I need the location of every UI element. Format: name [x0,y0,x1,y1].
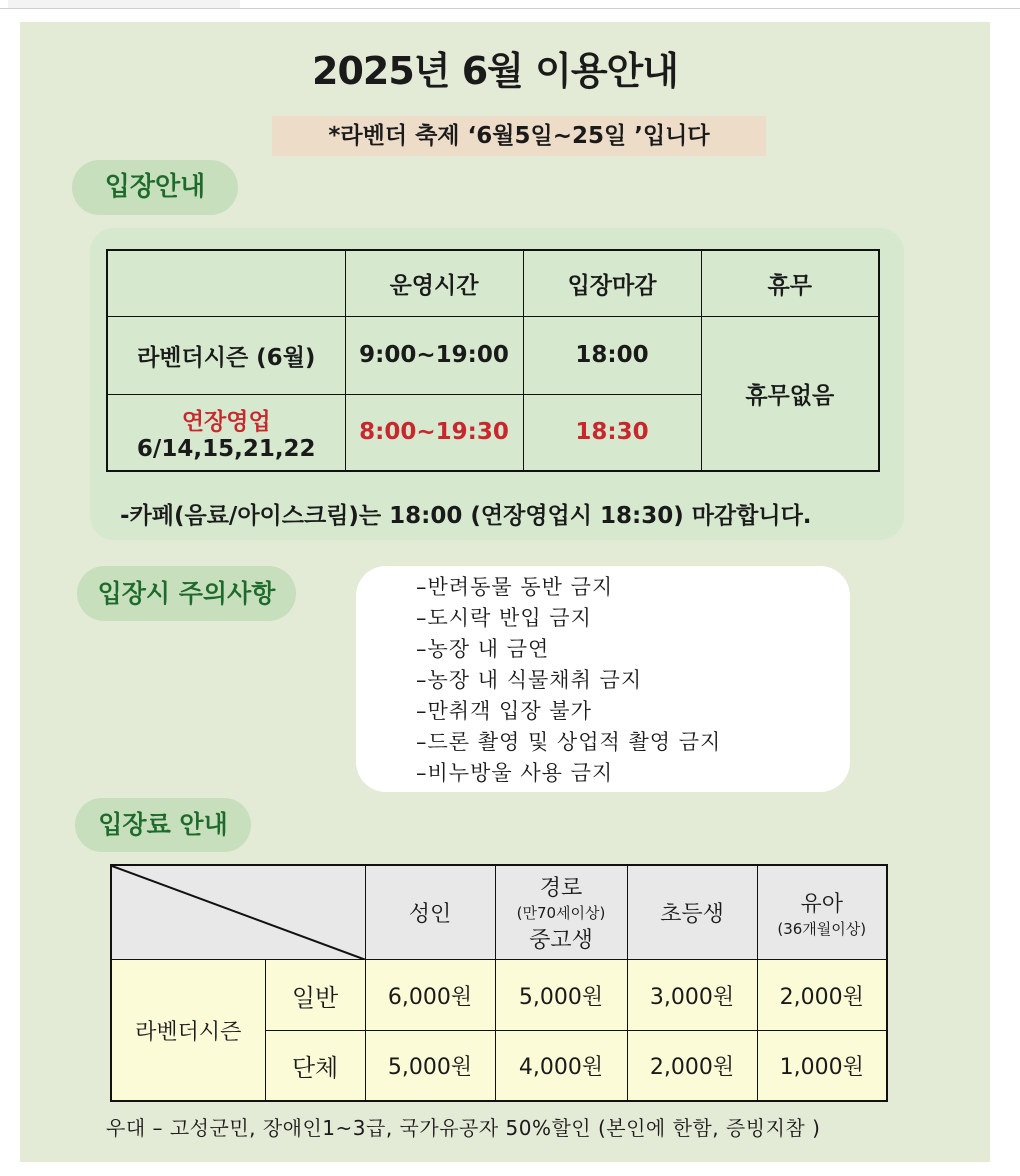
fee-header-diagonal [111,865,365,960]
page-title: 2025년 6월 이용안내 [312,49,678,93]
fee-header-infant [757,865,887,960]
festival-notice: *라벤더 축제 ‘6월5일~25일 ’입니다 [272,116,766,156]
hours-row-season-label: 라벤더시즌 (6월) [107,316,345,394]
section-fee-label: 입장료 안내 [75,798,251,852]
browser-top-bar [0,0,1020,9]
hours-row-season-hours: 9:00~19:00 [345,316,523,394]
diagonal-line [112,866,366,960]
hours-header-empty [107,250,345,316]
rule-item: –비누방울 사용 금지 [416,761,614,785]
fee-general-label: 일반 [265,960,365,1031]
teen-label: 중고생 [529,928,593,954]
rules-box [356,566,850,792]
rules-list [416,572,721,789]
rule-item: –드론 촬영 및 상업적 촬영 금지 [416,730,722,754]
hours-table [106,249,880,472]
rule-item: –반려동물 동반 금지 [416,575,614,599]
fee-general-infant: 2,000원 [757,960,887,1031]
hours-header-operating: 운영시간 [345,250,523,316]
fee-group-senior: 4,000원 [495,1030,627,1101]
hours-row-extended-close: 18:30 [523,394,701,471]
extended-dates: 6/14,15,21,22 [136,435,316,462]
fee-season-label: 라벤더시즌 [111,960,265,1101]
rule-item: –만취객 입장 불가 [416,699,592,723]
cafe-note: -카페(음료/아이스크림)는 18:00 (연장영업시 18:30) 마감합니다. [120,503,812,529]
discount-note: 우대 – 고성군민, 장애인1~3급, 국가유공자 50%할인 (본인에 한함, 증빙지참 ) [106,1116,821,1140]
senior-label: 경로 [539,876,583,902]
fee-general-senior: 5,000원 [495,960,627,1031]
hours-holiday-value: 휴무없음 [701,316,879,471]
hours-header-holiday: 휴무 [701,250,879,316]
browser-tab[interactable] [8,0,240,8]
rule-item: –농장 내 식물채취 금지 [416,668,643,692]
hours-row-extended-hours: 8:00~19:30 [345,394,523,471]
fee-general-adult: 6,000원 [365,960,495,1031]
fee-header-senior [495,865,627,960]
section-entry-label: 입장안내 [72,160,238,215]
fee-group-adult: 5,000원 [365,1030,495,1101]
hours-header-last-entry: 입장마감 [523,250,701,316]
infant-label: 유아 [800,891,843,917]
fee-group-label: 단체 [265,1030,365,1101]
extended-title: 연장영업 [181,408,271,435]
fee-group-elementary: 2,000원 [627,1030,757,1101]
rule-item: –도시락 반입 금지 [416,606,592,630]
section-caution-label: 입장시 주의사항 [77,566,296,621]
fee-header-adult: 성인 [365,865,495,960]
fee-table [110,864,888,1102]
rule-item: –농장 내 금연 [416,637,550,661]
fee-group-infant: 1,000원 [757,1030,887,1101]
senior-note: (만70세이상) [516,904,606,923]
fee-header-elementary: 초등생 [627,865,757,960]
hours-row-extended-label [107,394,345,471]
infant-note: (36개월이상) [777,919,867,938]
fee-general-elementary: 3,000원 [627,960,757,1031]
hours-row-season-close: 18:00 [523,316,701,394]
